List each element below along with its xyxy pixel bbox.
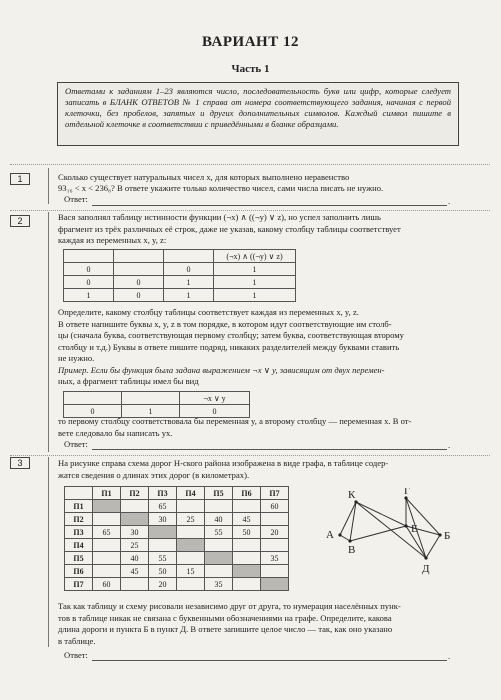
task1-line1: Сколько существует натуральных чисел x, для которых выполнено неравенство [58, 172, 350, 182]
graph-edge [350, 526, 406, 541]
task1-answer-line[interactable] [92, 205, 447, 206]
table-row: П1 65 60 [65, 500, 289, 513]
task2-answer-line[interactable] [92, 449, 447, 450]
task3-answer-line[interactable] [92, 660, 447, 661]
table-row: ¬x ∨ y [64, 392, 250, 405]
task-number-1: 1 [10, 173, 30, 185]
table-row: 0 0 1 [64, 263, 296, 276]
table-row: П7 60 20 35 [65, 578, 289, 591]
graph-node [424, 556, 427, 559]
answer-label: Ответ: [64, 439, 88, 449]
graph-node [438, 533, 441, 536]
answer-label: Ответ: [64, 650, 88, 660]
graph-node [338, 533, 341, 536]
graph-label-b: Б [444, 530, 451, 542]
separator [10, 455, 490, 456]
answer-label: Ответ: [64, 194, 88, 204]
variant-title: ВАРИАНТ 12 [202, 34, 299, 50]
table-row: П6 45 50 15 [65, 565, 289, 578]
graph-node [348, 539, 351, 542]
task2-intro-line: фрагмент из трёх различных её строк, даже не указав, какому столбцу таблицы соответствует [58, 223, 401, 234]
function-header: (¬x) ∧ ((¬y) ∨ z) [214, 250, 296, 263]
truth-table [63, 249, 296, 302]
road-graph [318, 488, 478, 588]
task2-intro [58, 212, 490, 247]
graph-label-a: А [326, 529, 334, 541]
task2-after: то первому столбцу соответствовала бы переменная y, а второму столбцу — переменная x. В от- вете следовало бы написать yx. [58, 416, 412, 438]
part-title: Часть 1 [231, 63, 270, 75]
graph-node [404, 524, 407, 527]
table-row: П1 П2 П3 П4 П5 П6 П7 [65, 487, 289, 500]
margin-divider [48, 168, 49, 204]
graph-label-g: Г [404, 488, 411, 497]
margin-divider [48, 457, 49, 647]
margin-divider [48, 212, 49, 452]
instructions-box: Ответами к заданиям 1–23 являются число, последовательность букв или цифр, которые следует записать в БЛАНК ОТВЕТОВ № 1 справа от номера соответствующего задания, начиная с первой клеточки, без пробелов, запятых и других дополнительных символов. Каждый символ пишите в отдельной клеточке в соответствии с приведёнными в бланке образцами. [57, 82, 459, 146]
exam-page: ВАРИАНТ 12 Часть 1 Ответами к заданиям 1–23 являются число, последовательность букв или цифр, которые следует записать в БЛАНК ОТВЕТОВ № 1 справа от номера соответствующего задания, начиная с первой клеточки, без пробелов, запятых и других дополнительных символов. Каждый символ пишите в отдельной клеточке в соответствии с приведёнными в бланке образцами. 1 Сколько существует натуральных чисел x, для которых выполнено неравенство 93₁₆ < x < 236₈? В ответе укажите только количество чисел, сами числа писать не нужно. Ответ: . 2 Вася заполнял таблицу истинности функции (¬x) ∧ ((¬y) ∨ z), но успел заполнить лишь фрагмент из трёх различных её строк, даже не указав, какому столбцу таблицы соответствует каждая из переменных x, y, z: (¬x) ∧ ((¬y) ∨ z) 0 0 1 0 0 1 1 1 0 1 1 Определите, какому столбцу таблицы соответствует каждая из переменных x, y, z. В ответе напишите буквы x, y, z в том порядке, в котором идут соответствующие им столб- цы (сначала буква, соответствующая первому столбцу; затем буква, соответствующая второму столбцу и т.д.) Буквы в ответе пишите подряд, никаких разделителей между буквами ставить не нужно. Пример. Если бы функция была задана выражением ¬x ∨ y, зависящим от двух перемен- ных, а фрагмент таблицы имел бы вид ¬x ∨ y 0 1 0 то первому столбцу соответствовала бы переменная y, а второму столбцу — переменная x. В от- вете следовало бы написать yx. Ответ: . 3 На рисунке справа схема дорог Н-ского района изображена в виде графа, в таблице содер- жатся сведения о длинах этих дорог (в километрах). П1 П2 П3 П4 П5 П6 П7 П1 65 60 П2 30 25 40 45 П3 65 30 55 50 20 П4 25 П5 40 55 35 П6 45 50 15 П7 60 20 35 К Г А В Е Б Д Так как таблицу и схему рисовали независимо друг от друга, то нумерация населённых пунк- тов в таблице никак не связана с буквенными обозначениями на графе. Определите, какова длина дороги и пункта Б в пункт Д. В ответе запишите целое число — так, как оно указано в таблице. Ответ: . [0, 0, 501, 700]
table-row [64, 250, 296, 263]
table-row: 0 1 0 [64, 405, 250, 418]
separator [10, 210, 490, 211]
task-number-2: 2 [10, 215, 30, 227]
graph-label-v: В [348, 544, 356, 556]
graph-edge [340, 535, 350, 541]
example-table [63, 391, 250, 418]
table-row: 0 0 1 1 [64, 276, 296, 289]
task2-intro-line: Вася заполнял таблицу истинности функции (¬x) ∧ ((¬y) ∨ z), но успел заполнить лишь [58, 212, 381, 222]
graph-label-d: Д [422, 563, 430, 575]
table-row: П3 65 30 55 50 20 [65, 526, 289, 539]
graph-label-e: Е [411, 523, 418, 535]
task2-explanation: Определите, какому столбцу таблицы соответствует каждая из переменных x, y, z. В ответе напишите буквы x, y, z в том порядке, в котором идут соответствующие им столб- цы (сначала буква, соответствующая первому столбцу; затем буква, соответствующая второму столбцу и т.д.) Буквы в ответе пишите подряд, никаких разделителей между буквами ставить не нужно. Пример. Если бы функция была задана выражением ¬x ∨ y, зависящим от двух перемен- ных, а фрагмент таблицы имел бы вид [58, 307, 404, 386]
task2-intro-line: каждая из переменных x, y, z: [58, 235, 167, 245]
separator [10, 164, 490, 165]
task3-outro: Так как таблицу и схему рисовали независимо друг от друга, то нумерация населённых пунк- тов в таблице никак не связана с буквенными обозначениями на графе. Определите, какова длина дороги и пункта Б в пункт Д. В ответе запишите целое число — так, как оно указано в таблице. [58, 601, 401, 646]
table-row: 1 0 1 1 [64, 289, 296, 302]
task-number-3: 3 [10, 457, 30, 469]
table-row: П5 40 55 35 [65, 552, 289, 565]
table-row: П4 25 [65, 539, 289, 552]
task3-intro: На рисунке справа схема дорог Н-ского района изображена в виде графа, в таблице содер- жатся сведения о длинах этих дорог (в километрах). [58, 458, 389, 480]
task1-line2: 93₁₆ < x < 236₈? В ответе укажите только количество чисел, сами числа писать не нужно. [58, 183, 384, 193]
graph-edge [426, 535, 440, 558]
table-row: П2 30 25 40 45 [65, 513, 289, 526]
road-distance-table [64, 486, 289, 591]
graph-label-k: К [348, 489, 356, 501]
